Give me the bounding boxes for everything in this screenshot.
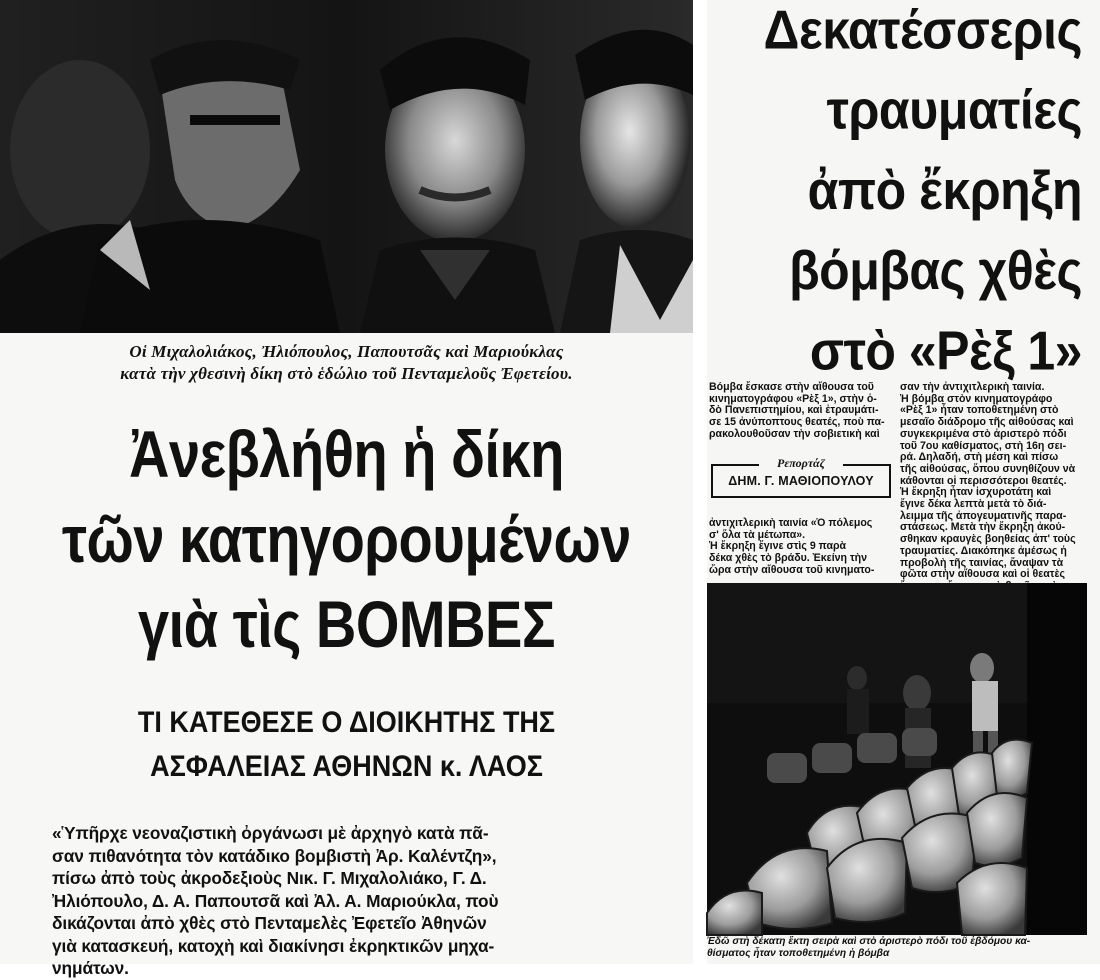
body-line: Ἡ βόμβα στὸν κινηματογράφο	[900, 392, 1053, 405]
body-line: τοῦ 7ου καθίσματος, στὴ 16η σει-	[900, 439, 1067, 452]
body-line: προβολὴ τῆς ταινίας, ἄναψαν τὰ	[900, 556, 1064, 569]
clipping-divider	[693, 0, 707, 964]
body-line: δικάζονται ἀπὸ χθὲς στὸ Πενταμελὲς Ἐφετεῖο Ἀθηνῶν	[52, 913, 487, 933]
body-line: κινηματογράφου «Ρὲξ 1», στὴν ὁ-	[709, 392, 877, 405]
body-line: «Ρὲξ 1» ἦταν τοποθετημένη στὸ	[900, 404, 1059, 417]
headline	[707, 0, 1082, 392]
headline-line: τῶν κατηγορουμένων	[62, 501, 631, 577]
cinema-photo	[707, 583, 1087, 935]
body-line: Βόμβα ἔσκασε στὴν αἴθουσα τοῦ	[709, 381, 874, 393]
body-line: σ' ὅλα τὰ μέτωπα».	[709, 528, 806, 541]
reporter-name: ΔΗΜ. Γ. ΜΑΘΙΟΠΟΥΛΟΥ	[711, 464, 891, 498]
body-line: κάθονται οἱ περισσότεροι θεατές.	[900, 474, 1067, 487]
headline-line: στὸ «Ρὲξ 1»	[809, 320, 1082, 382]
right-clipping	[707, 0, 1100, 964]
caption-line: κατὰ τὴν χθεσινὴ δίκη στὸ ἑδώλιο τοῦ Πενταμελοῦς Ἐφετείου.	[120, 364, 573, 383]
photo-caption	[707, 936, 1100, 960]
headline-line: Δεκατέσσερις	[763, 0, 1082, 61]
body-line: δέκα χθὲς τὸ βράδυ. Ἐκείνη τὴν	[709, 552, 868, 565]
body-line: σθηκαν κραυγὲς βοηθείας ἀπ' τοὺς	[900, 533, 1076, 546]
caption-line: Οἱ Μιχαλολιάκος, Ἠλιόπουλος, Παπουτσᾶς καὶ Μαριούκλας	[129, 342, 564, 361]
body-line: σαν τὴν ἀντιχιτλερικὴ ταινία.	[900, 381, 1045, 393]
caption-line: θίσματος ἦταν τοποθετημένη ἡ βόμβα	[707, 948, 890, 959]
headline-line: Ἀνεβλήθη ἡ δίκη	[129, 416, 564, 492]
body-line: ὥρα στὴν αἴθουσα τοῦ κινηματο-	[709, 563, 875, 576]
body-line: νημάτων.	[52, 958, 129, 978]
people-photo-icon	[0, 0, 693, 333]
body-line: τῆς αἰθούσας, ὅπου συνηθίζουν νὰ	[900, 462, 1076, 475]
headline-line: τραυματίες	[826, 79, 1082, 141]
caption-line: Ἐδῶ στὴ δέκατη ἕκτη σειρὰ καὶ στὸ ἀριστερὸ πόδι τοῦ ἑβδόμου κα-	[707, 936, 1031, 947]
body-line: φῶτα στὴν αἴθουσα καὶ οἱ θεατὲς	[900, 568, 1066, 581]
article-column-a-bottom	[709, 518, 895, 577]
reporter-tag: Ρεπορτάζ	[759, 456, 843, 471]
defendants-photo	[0, 0, 693, 333]
subheadline-line: ΤΙ ΚΑΤΕΘΕΣΕ Ο ΔΙΟΙΚΗΤΗΣ ΤΗΣ	[137, 705, 556, 739]
body-line: δὸ Πανεπιστημίου, καὶ ἐτραυμάτι-	[709, 404, 879, 417]
cinema-seats-photo-icon	[707, 583, 1087, 935]
headline	[0, 412, 693, 667]
body-line: συγκεκριμένα στὸ ἀριστερὸ πόδι	[900, 427, 1067, 440]
body-line: «Ὑπῆρχε νεοναζιστικὴ ὀργάνωσι μὲ ἀρχηγὸ κατὰ πᾶ-	[52, 823, 489, 843]
body-line: Ἡ ἔκρηξη ἔγινε στὶς 9 παρὰ	[709, 540, 847, 553]
body-line: μεσαῖο διάδρομο τῆς αἰθούσας καὶ	[900, 416, 1074, 429]
photo-caption	[0, 333, 693, 403]
article-column-b	[900, 382, 1096, 593]
body-line: σε 15 ἀνύποπτους θεατές, ποὺ πα-	[709, 416, 885, 429]
body-line: λειμμα τῆς ἀπογευματινῆς παρα-	[900, 509, 1067, 522]
body-line: Ἡ ἔκρηξη ἦταν ἰσχυροτάτη καὶ	[900, 486, 1052, 499]
body-line: ἔγινε δέκα λεπτὰ μετὰ τὸ διά-	[900, 498, 1047, 511]
body-line: γιὰ κατασκευή, κατοχὴ καὶ διακίνησι ἐκρηκτικῶν μηχα-	[52, 935, 495, 956]
article-column-a-top	[709, 382, 887, 441]
body-line: ρά. Δηλαδή, στὴ μέση καὶ πίσω	[900, 451, 1059, 464]
headline-line: γιὰ τὶς ΒΟΜΒΕΣ	[138, 586, 555, 661]
subheadline	[0, 700, 693, 788]
subheadline-line: ΑΣΦΑΛΕΙΑΣ ΑΘΗΝΩΝ κ. ΛΑΟΣ	[150, 749, 543, 783]
reporter-box	[711, 456, 891, 510]
article-body	[52, 822, 668, 980]
body-line: στάσεως. Μετὰ τὴν ἔκρηξη ἀκού-	[900, 521, 1066, 534]
body-line: πίσω ἀπὸ τοὺς ἀκροδεξιοὺς Νικ. Γ. Μιχαλολιάκο, Γ. Δ.	[52, 868, 487, 888]
body-line: τραυματίες. Διακόπηκε ἀμέσως ἡ	[900, 544, 1067, 557]
body-line: ρακολουθοῦσαν τὴν σοβιετικὴ καὶ	[709, 427, 880, 440]
body-line: σαν πιθανότητα τὸν κατάδικο βομβιστὴ Ἀρ. Καλέντζη»,	[52, 845, 497, 866]
body-line: Ἠλιόπουλο, Δ. Α. Παπουτσᾶ καὶ Ἀλ. Α. Μαριούκλα, ποὺ	[52, 890, 499, 911]
body-line: ἀντιχιτλερικὴ ταινία «Ὁ πόλεμος	[709, 517, 873, 529]
headline-line: ἀπὸ ἔκρηξη	[807, 159, 1082, 221]
headline-line: βόμβας χθὲς	[789, 239, 1082, 302]
